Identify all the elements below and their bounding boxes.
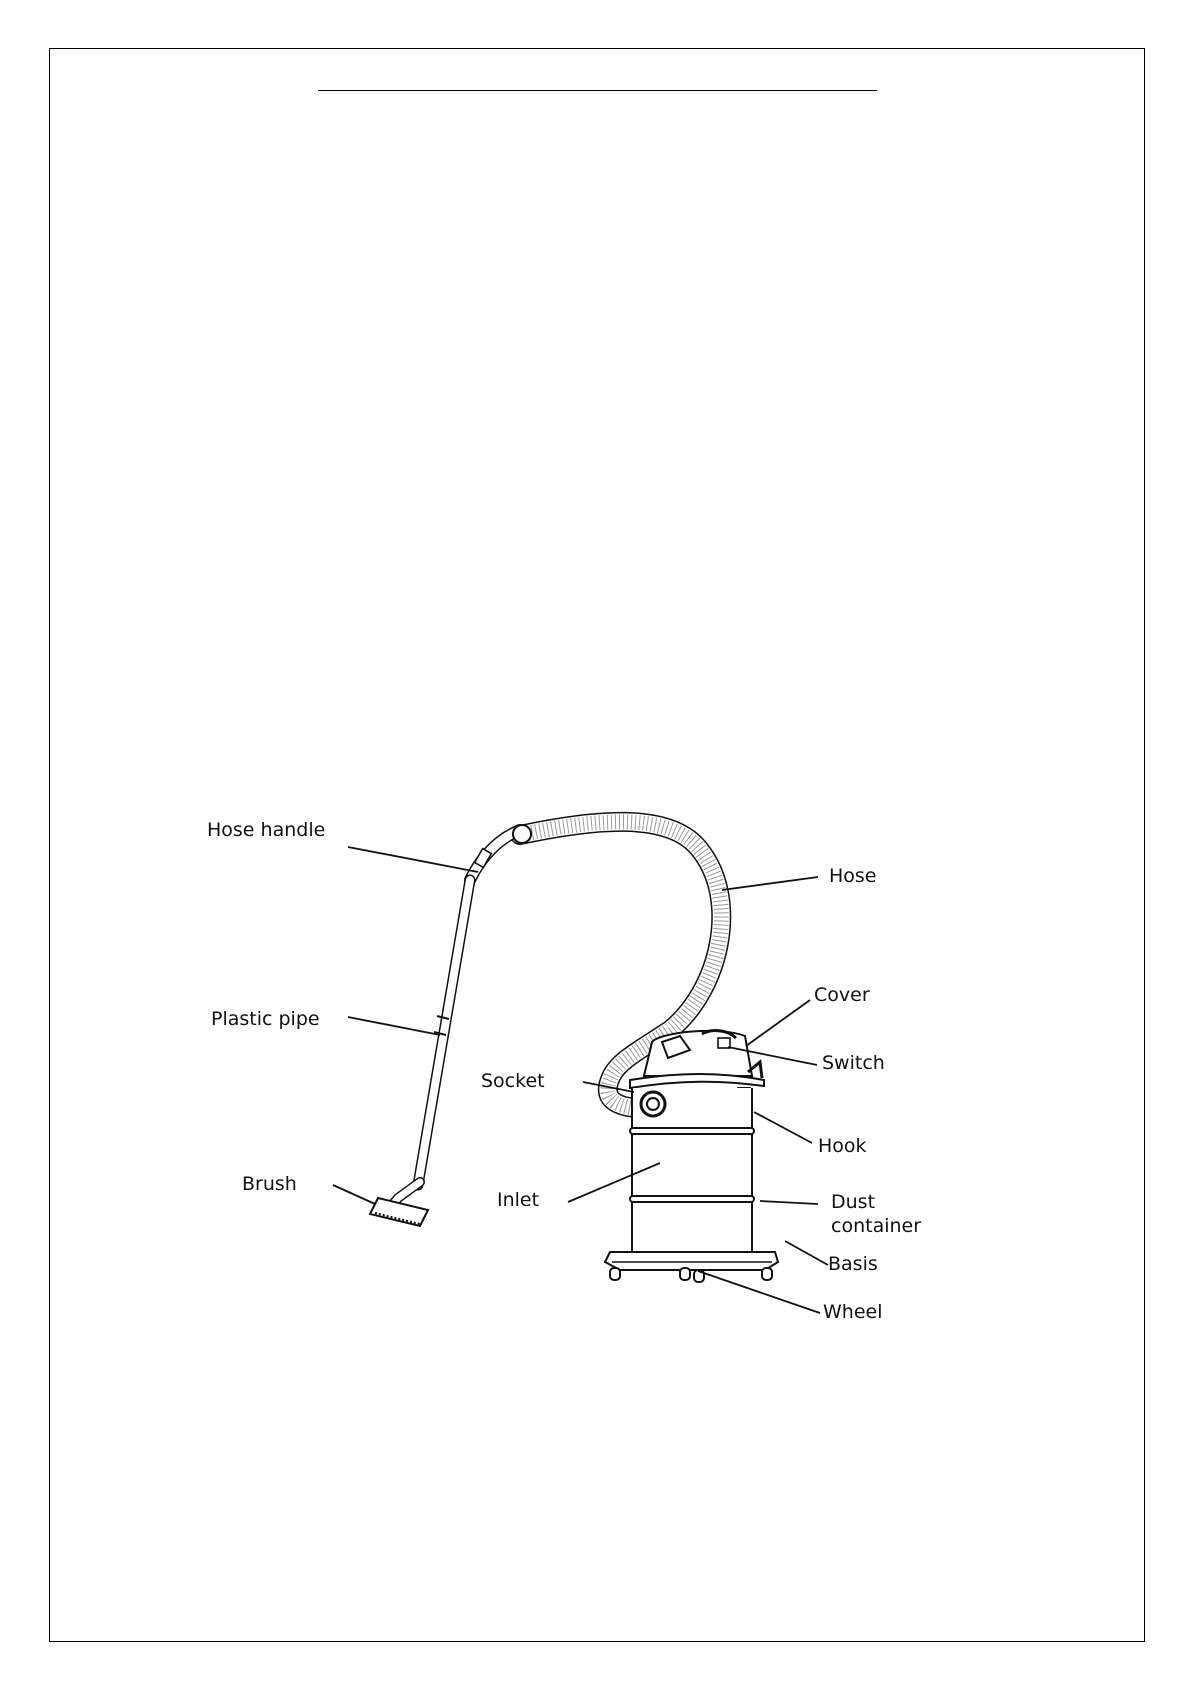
label-socket: Socket: [481, 1070, 545, 1092]
basis: [605, 1252, 778, 1270]
label-switch: Switch: [822, 1052, 885, 1074]
label-plastic-pipe: Plastic pipe: [211, 1008, 320, 1030]
label-basis: Basis: [828, 1253, 878, 1275]
label-wheel: Wheel: [823, 1301, 883, 1323]
label-hose: Hose: [829, 865, 877, 887]
label-cover: Cover: [814, 984, 870, 1006]
brush: [370, 1182, 428, 1226]
dust-container: [630, 1088, 754, 1255]
label-brush: Brush: [242, 1173, 297, 1195]
label-dust-container: Dust container: [831, 1191, 922, 1237]
label-inlet: Inlet: [497, 1189, 540, 1211]
label-hose-handle: Hose handle: [207, 819, 326, 841]
label-hook: Hook: [818, 1135, 867, 1157]
hose-handle: [470, 825, 531, 880]
